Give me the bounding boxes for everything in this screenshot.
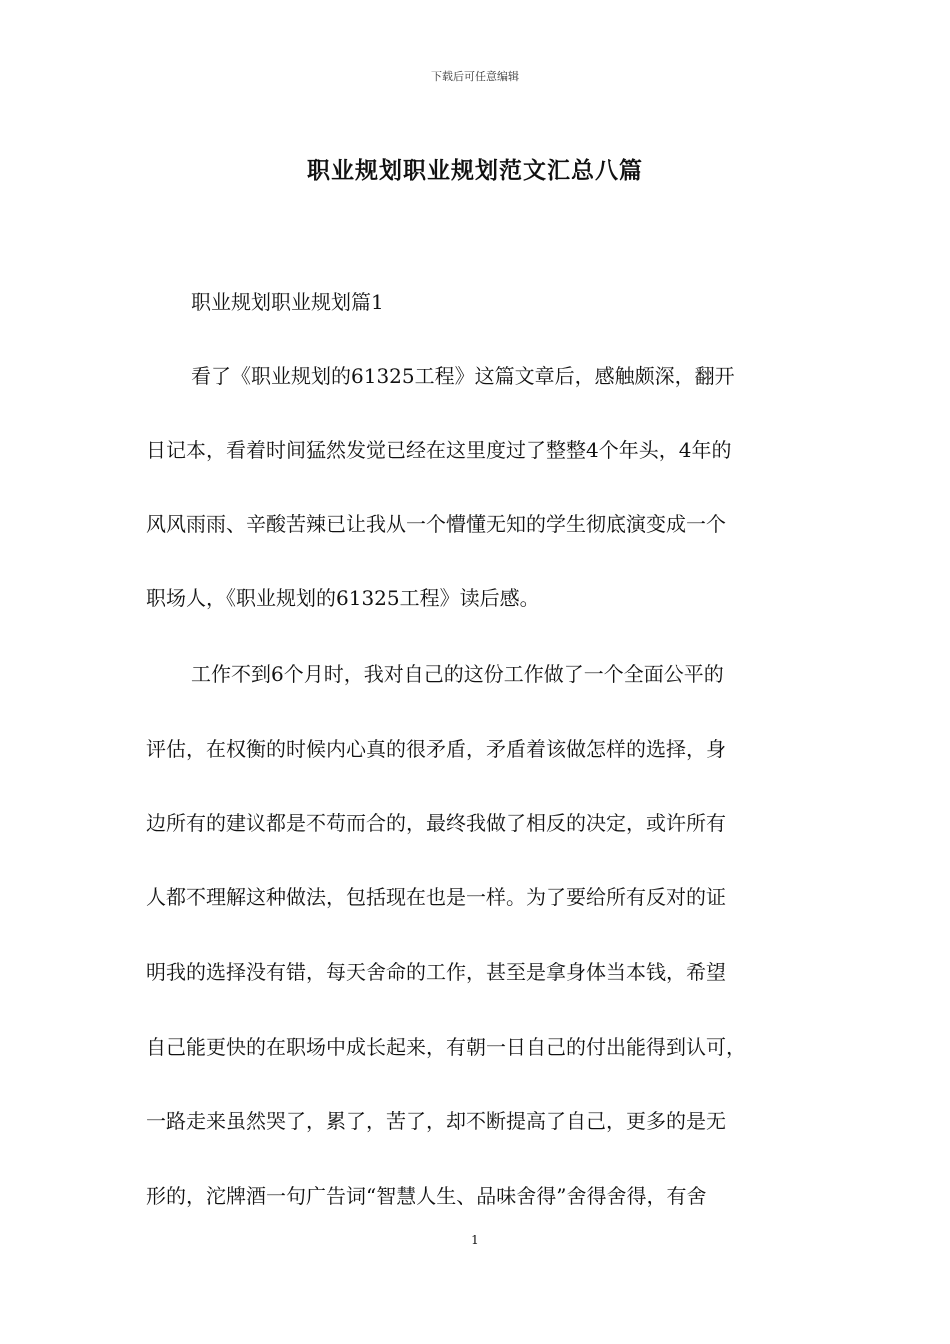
body-line: 职场人，《职业规划的61325工程》读后感。 (146, 586, 540, 610)
body-line: 日记本，看着时间猛然发觉已经在这里度过了整整4个年头，4年的 (146, 438, 732, 462)
header-note: 下载后可任意编辑 (431, 70, 519, 83)
body-line: 自己能更快的在职场中成长起来，有朝一日自己的付出能得到认可， (146, 1035, 746, 1059)
document-title: 职业规划职业规划范文汇总八篇 (307, 157, 643, 184)
body-line: 形的，沱牌酒一句广告词“智慧人生、品味舍得”舍得舍得，有舍 (146, 1184, 707, 1208)
body-line: 边所有的建议都是不苟而合的，最终我做了相反的决定，或许所有 (146, 811, 726, 835)
body-line: 明我的选择没有错，每天舍命的工作，甚至是拿身体当本钱，希望 (146, 960, 726, 984)
body-line: 一路走来虽然哭了，累了，苦了，却不断提高了自己，更多的是无 (146, 1109, 726, 1133)
body-line: 评估，在权衡的时候内心真的很矛盾，矛盾着该做怎样的选择，身 (146, 737, 726, 761)
body-line: 看了《职业规划的61325工程》这篇文章后，感触颇深，翻开 (191, 364, 735, 388)
body-line: 人都不理解这种做法，包括现在也是一样。为了要给所有反对的证 (146, 885, 726, 909)
section-heading: 职业规划职业规划篇1 (191, 290, 384, 314)
body-line: 风风雨雨、辛酸苦辣已让我从一个懵懂无知的学生彻底演变成一个 (146, 512, 726, 536)
body-line: 工作不到6个月时，我对自己的这份工作做了一个全面公平的 (191, 662, 724, 686)
page-number: 1 (471, 1233, 479, 1247)
